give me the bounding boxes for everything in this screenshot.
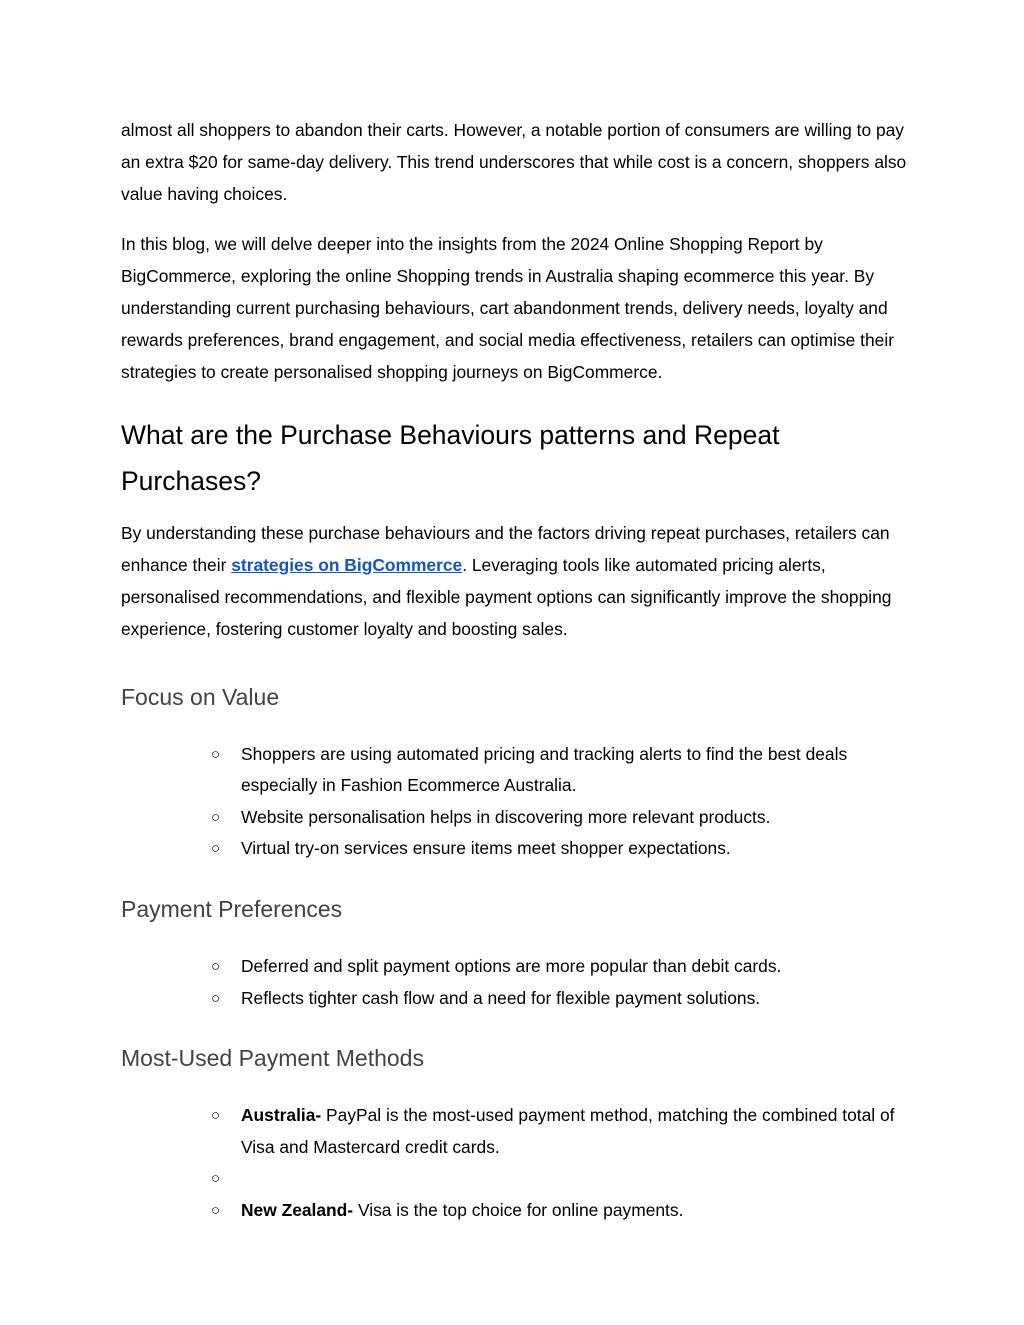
list-item-text: Virtual try-on services ensure items meet shopper expectations. — [241, 838, 731, 859]
list-item — [121, 983, 911, 1015]
subheading-payment-preferences: Payment Preferences — [121, 895, 343, 922]
circle-bullet-icon: ○ — [211, 989, 221, 1007]
list-item-text: Shoppers are using automated pricing and tracking alerts to find the best deals especially in Fashion Ecommerce Australia. — [241, 743, 848, 796]
list-item-label-new-zealand: New Zealand- — [241, 1199, 354, 1220]
list-item — [121, 833, 911, 865]
list-item — [121, 1195, 911, 1227]
list-item-label-australia: Australia- — [241, 1105, 322, 1126]
intro-paragraph-2: In this blog, we will delve deeper into the insights from the 2024 Online Shopping Report by BigCommerce, exploring the online Shopping trends in Australia shaping ecommerce this year. By understanding current purchasing behaviours, cart abandonment trends, delivery needs, loyalty and rewards preferences, brand engagement, and social media effectiveness, retailers can optimise their strategies to create personalised shopping journeys on BigCommerce. — [121, 234, 895, 382]
payment-preferences-list — [121, 951, 911, 1014]
intro-paragraph-1: almost all shoppers to abandon their carts. However, a notable portion of consumers are willing to pay an extra $20 for same-day delivery. This trend underscores that while cost is a concern, shoppers also value having choices. — [121, 120, 907, 204]
list-item — [121, 739, 911, 802]
circle-bullet-icon: ○ — [211, 1170, 221, 1188]
circle-bullet-icon: ○ — [211, 808, 221, 826]
section-paragraph-text-start: By understanding these purchase behaviours and the factors driving repeat purchases, retailers can enhance their — [121, 523, 890, 576]
document-page — [121, 115, 911, 1227]
list-item-text: Deferred and split payment options are more popular than debit cards. — [241, 955, 782, 976]
section-heading-purchase-behaviours: What are the Purchase Behaviours patterns and Repeat Purchases? — [121, 420, 780, 497]
circle-bullet-icon: ○ — [211, 840, 221, 858]
circle-bullet-icon: ○ — [211, 1201, 221, 1219]
list-item-text: Website personalisation helps in discovering more relevant products. — [241, 806, 771, 827]
strategies-on-bigcommerce-link[interactable]: strategies on BigCommerce — [231, 555, 463, 576]
focus-on-value-list — [121, 739, 911, 865]
list-item-text: Visa is the top choice for online payments. — [353, 1199, 684, 1220]
subheading-most-used-payment-methods: Most-Used Payment Methods — [121, 1045, 424, 1072]
circle-bullet-icon: ○ — [211, 1107, 221, 1125]
list-item-text: PayPal is the most-used payment method, matching the combined total of Visa and Mastercard credit cards. — [241, 1105, 895, 1157]
circle-bullet-icon: ○ — [211, 745, 221, 763]
section-paragraph — [121, 518, 911, 645]
payment-methods-list — [121, 1100, 911, 1226]
circle-bullet-icon: ○ — [211, 957, 221, 975]
list-item — [121, 951, 911, 983]
list-item-text: Reflects tighter cash flow and a need for flexible payment solutions. — [241, 987, 761, 1008]
section-paragraph-text-end: . Leveraging tools like automated pricing alerts, personalised recommendations, and flexible payment options can significantly improve the shopping experience, fostering customer loyalty and boosting sales. — [121, 555, 892, 639]
list-item — [121, 802, 911, 834]
list-item — [121, 1100, 911, 1163]
subheading-focus-on-value: Focus on Value — [121, 683, 280, 710]
list-item-empty — [121, 1163, 911, 1195]
